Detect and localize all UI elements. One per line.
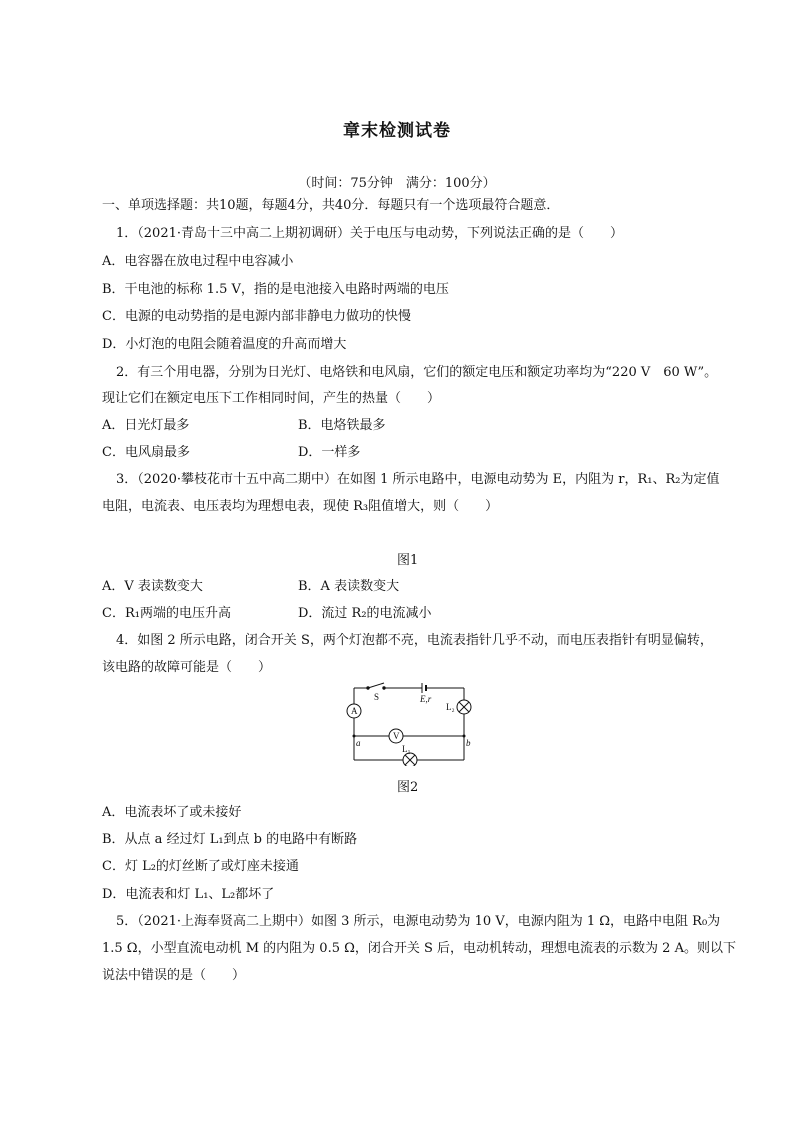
switch-symbol: [368, 683, 384, 688]
battery-label: E,r: [420, 694, 432, 704]
q2-option-a: A．日光灯最多: [102, 418, 190, 433]
lamp1-label: L₁: [402, 744, 411, 754]
q3-option-a: A．V 表读数变大: [102, 579, 203, 594]
q1-option-a: A．电容器在放电过程中电容减小: [102, 254, 294, 269]
circuit-diagram: [340, 680, 480, 766]
q2-option-b: B．电烙铁最多: [298, 418, 386, 433]
exam-time-info: （时间：75分钟 满分：100分）: [298, 176, 496, 191]
q5-stem-line1: 5．（2021·上海奉贤高二上期中）如图 3 所示，电源电动势为 10 V，电源内阻为 1 Ω，电路中电阻 R₀为: [116, 914, 721, 929]
point-a-label: a: [356, 738, 361, 748]
q4-stem-line1: 4．如图 2 所示电路，闭合开关 S，两个灯泡都不亮，电流表指针几乎不动，而电压表指针有明显偏转，: [116, 633, 713, 648]
q4-stem-line2: 该电路的故障可能是（ ）: [102, 660, 272, 675]
q5-stem-line2: 1.5 Ω，小型直流电动机 M 的内阻为 0.5 Ω，闭合开关 S 后，电动机转动，理想电流表的示数为 2 A。则以下: [102, 941, 736, 956]
ammeter-label: A: [351, 706, 358, 716]
q4-option-b: B．从点 a 经过灯 L₁到点 b 的电路中有断路: [102, 832, 358, 847]
switch-label: S: [374, 692, 380, 702]
lamp2-label: L₂: [446, 702, 455, 712]
q3-option-d: D．流过 R₂的电流减小: [298, 606, 432, 621]
q3-stem-line1: 3．（2020·攀枝花市十五中高二期中）在如图 1 所示电路中，电源电动势为 E，内阻为 r，R₁、R₂为定值: [116, 472, 720, 487]
q3-option-b: B．A 表读数变大: [298, 579, 400, 594]
figure-2-caption: 图2: [397, 780, 419, 795]
q1-option-b: B．干电池的标称 1.5 V，指的是电池接入电路时两端的电压: [102, 282, 449, 297]
q2-option-c: C．电风扇最多: [102, 445, 190, 460]
q4-option-a: A．电流表坏了或未接好: [102, 805, 242, 820]
q3-stem-line2: 电阻，电流表、电压表均为理想电表，现使 R₃阻值增大，则（ ）: [102, 499, 499, 514]
q3-option-c: C．R₁两端的电压升高: [102, 606, 231, 621]
q1-option-d: D．小灯泡的电阻会随着温度的升高而增大: [102, 337, 347, 352]
q1-stem: 1．（2021·青岛十三中高二上期初调研）关于电压与电动势，下列说法正确的是（ ）: [116, 226, 623, 241]
section-heading: 一、单项选择题：共10题，每题4分，共40分．每题只有一个选项最符合题意．: [102, 198, 560, 213]
q5-stem-line3: 说法中错误的是（ ）: [102, 968, 246, 983]
page-title: 章末检测试卷: [343, 121, 451, 141]
q2-stem-line2: 现让它们在额定电压下工作相同时间，产生的热量（ ）: [102, 391, 441, 406]
q4-option-d: D．电流表和灯 L₁、L₂都坏了: [102, 887, 275, 902]
point-b-label: b: [466, 738, 471, 748]
q2-option-d: D．一样多: [298, 445, 361, 460]
q4-option-c: C．灯 L₂的灯丝断了或灯座未接通: [102, 859, 299, 874]
q2-stem-line1: 2．有三个用电器，分别为日光灯、电烙铁和电风扇，它们的额定电压和额定功率均为“220 V 60 W”。: [116, 365, 718, 380]
voltmeter-label: V: [393, 731, 400, 741]
figure-1-caption: 图1: [397, 553, 419, 568]
q1-option-c: C．电源的电动势指的是电源内部非静电力做功的快慢: [102, 309, 411, 324]
